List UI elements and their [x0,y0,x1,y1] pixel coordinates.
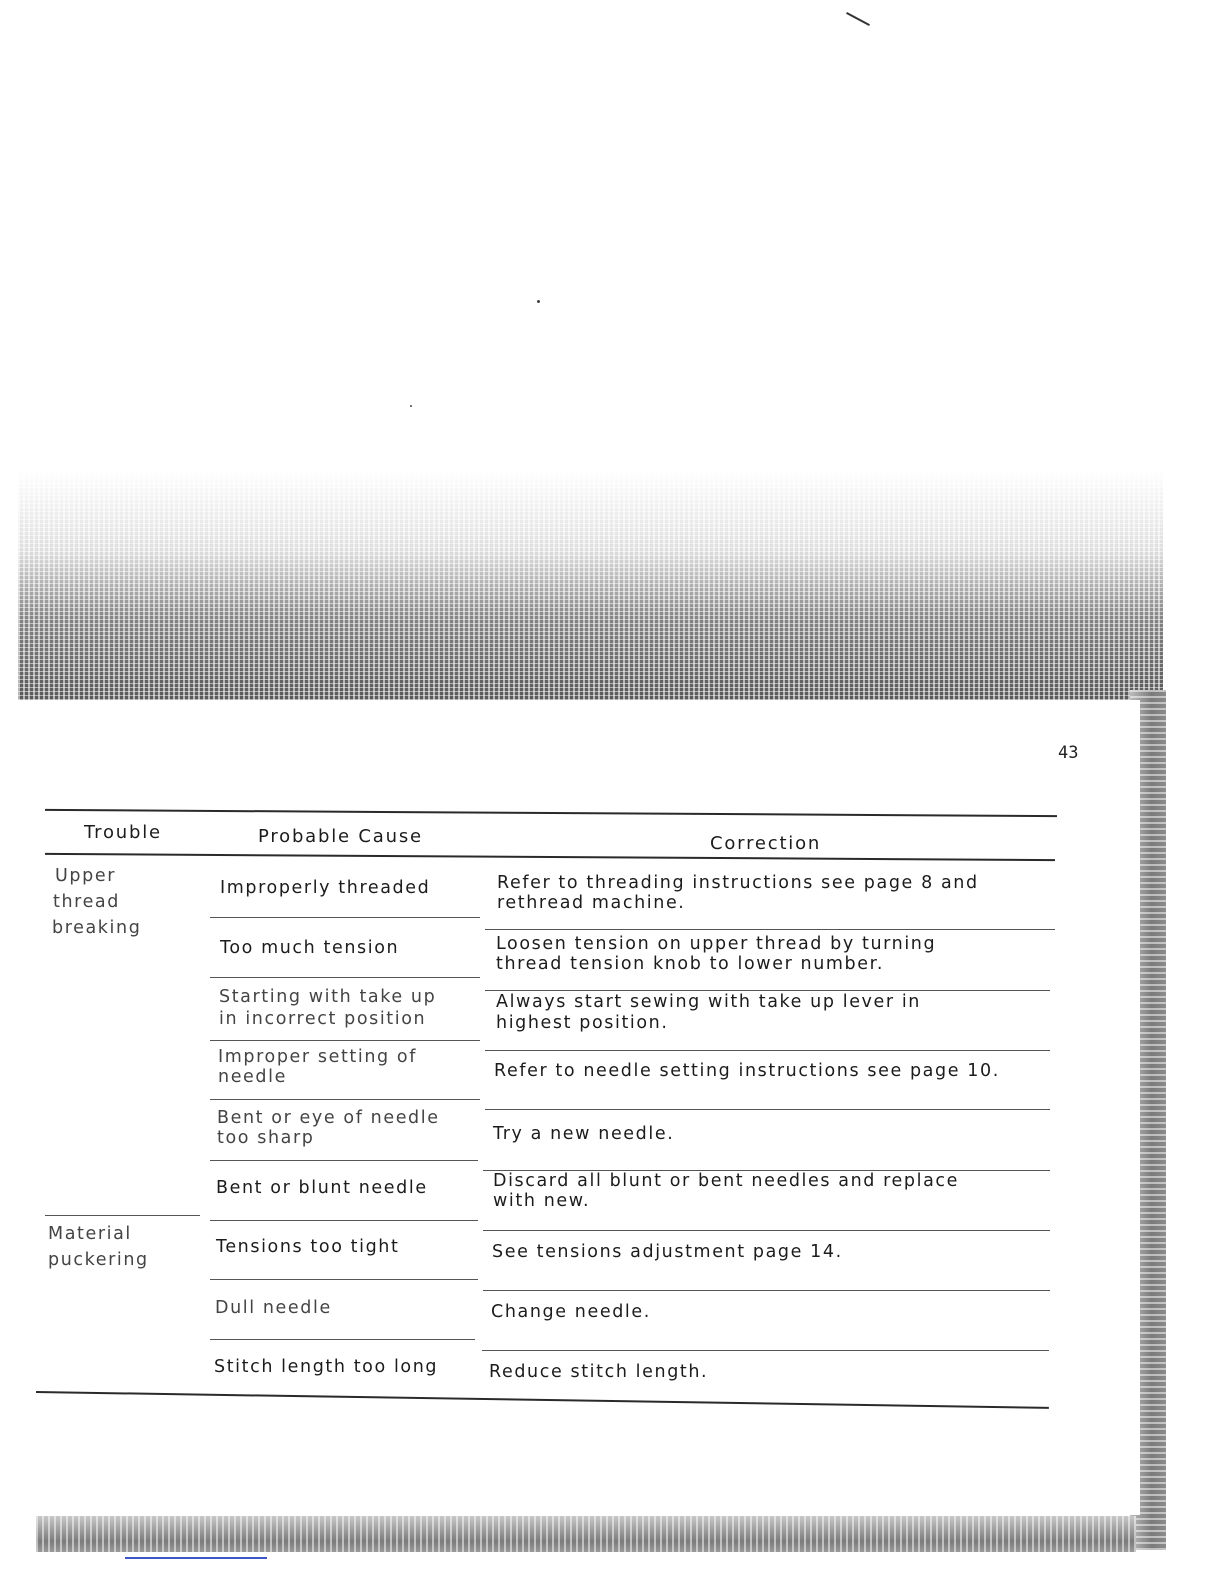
cause-cell: needle [218,1067,287,1087]
trouble-material-puckering-line-2: puckering [48,1250,149,1270]
scan-noise-edge-bottom [36,1516,1136,1552]
row-divider [210,977,480,978]
correction-cell: Change needle. [491,1302,651,1322]
header-probable-cause: Probable Cause [258,826,423,847]
row-divider [210,1279,478,1280]
page-number: 43 [1058,743,1079,763]
correction-cell: with new. [493,1191,591,1211]
scan-noise-band [18,470,1163,700]
correction-cell: Always start sewing with take up lever in [496,992,921,1012]
row-divider [485,1050,1050,1051]
cause-cell: Tensions too tight [216,1237,400,1257]
cause-cell: in incorrect position [219,1009,427,1029]
scan-speck [410,405,412,407]
cause-cell: Dull needle [215,1298,332,1318]
cause-cell: Starting with take up [219,987,437,1007]
correction-cell: Try a new needle. [493,1124,675,1144]
row-divider [210,1220,478,1221]
correction-cell: See tensions adjustment page 14. [492,1242,843,1262]
cause-cell: Improperly threaded [220,878,431,898]
row-divider [483,1230,1050,1231]
correction-cell: Refer to needle setting instructions see page 10. [494,1061,1000,1081]
row-divider [210,1339,475,1340]
group-divider [45,1215,200,1216]
header-trouble: Trouble [84,822,162,843]
correction-cell: Reduce stitch length. [489,1362,709,1382]
correction-cell: Discard all blunt or bent needles and replace [493,1171,959,1191]
correction-cell: thread tension knob to lower number. [496,954,884,974]
cause-cell: Improper setting of [218,1047,417,1067]
header-correction: Correction [710,833,822,854]
row-divider [210,1099,480,1100]
row-divider [485,1109,1050,1110]
correction-cell: highest position. [496,1013,669,1033]
row-divider [483,1290,1050,1291]
footer-link-line [125,1557,267,1559]
row-divider [485,929,1055,930]
cause-cell: Bent or eye of needle [217,1108,440,1128]
trouble-upper-thread-line-1: Upper [55,866,116,886]
row-divider [482,1350,1049,1351]
cause-cell: too sharp [217,1128,315,1148]
row-divider [210,917,480,918]
scan-speck [537,300,540,303]
correction-cell: Refer to threading instructions see page 8 and [497,873,979,893]
cause-cell: Bent or blunt needle [216,1178,428,1198]
row-divider [210,1040,480,1041]
trouble-material-puckering-line-1: Material [48,1224,132,1244]
cause-cell: Stitch length too long [214,1357,439,1377]
correction-cell: Loosen tension on upper thread by turning [496,934,937,954]
cause-cell: Too much tension [220,938,400,958]
row-divider [210,1160,478,1161]
row-divider [485,990,1050,991]
trouble-upper-thread-line-2: thread [53,892,120,912]
correction-cell: rethread machine. [497,893,686,913]
trouble-upper-thread-line-3: breaking [52,918,142,938]
scan-mark [846,12,870,26]
